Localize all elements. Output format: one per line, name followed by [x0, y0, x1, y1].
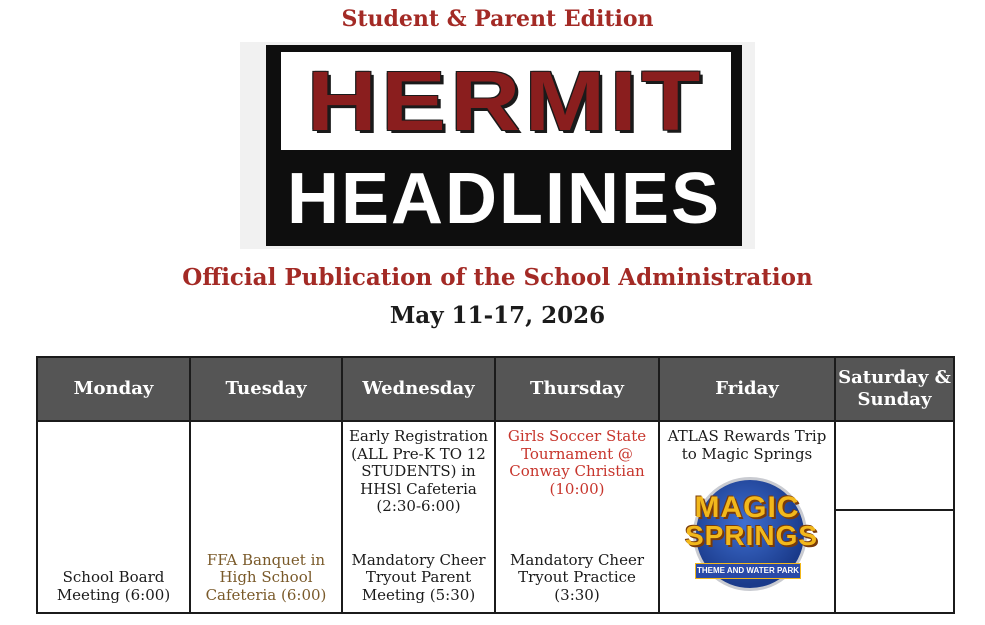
- logo-word-headlines: HEADLINES: [286, 159, 722, 239]
- thursday-cell: [495, 421, 659, 613]
- day-header-thursday: Thursday: [495, 357, 659, 421]
- logo-word-hermit: HERMIT: [307, 53, 705, 148]
- monday-event: School Board Meeting (6:00): [56, 568, 171, 604]
- tuesday-cell: [190, 421, 342, 613]
- magic-springs-logo: [685, 475, 819, 591]
- thursday-event-soccer: Girls Soccer State Tournament @ Conway Christian (10:00): [507, 427, 647, 498]
- wednesday-event-registration: Early Registration (ALL Pre-K TO 12 STUDENTS) in HHSl Cafeteria (2:30-6:00): [348, 427, 489, 515]
- tuesday-event: FFA Banquet in High School Cafeteria (6:00): [205, 550, 327, 604]
- friday-event: ATLAS Rewards Trip to Magic Springs: [667, 427, 827, 463]
- hermit-headlines-logo: [240, 42, 755, 249]
- calendar-events-row: [37, 421, 954, 613]
- thursday-event-cheer-practice: Mandatory Cheer Tryout Practice (3:30): [509, 550, 645, 604]
- magic-springs-tagline: THEME AND WATER PARK: [695, 563, 801, 579]
- day-header-weekend: Saturday & Sunday: [835, 357, 954, 421]
- wednesday-event-cheer-meeting: Mandatory Cheer Tryout Parent Meeting (5:30): [351, 550, 486, 604]
- publication-subtitle: Official Publication of the School Administration: [182, 264, 813, 291]
- calendar-header-row: [37, 357, 954, 421]
- day-header-monday: Monday: [37, 357, 190, 421]
- day-header-wednesday: Wednesday: [342, 357, 495, 421]
- wednesday-cell: [342, 421, 495, 613]
- friday-cell: [659, 421, 835, 613]
- day-header-friday: Friday: [659, 357, 835, 421]
- week-dates: May 11-17, 2026: [389, 302, 606, 329]
- magic-springs-word-springs: SPRINGS: [685, 520, 819, 551]
- day-header-tuesday: Tuesday: [190, 357, 342, 421]
- weekend-saturday-slot: [836, 422, 953, 511]
- edition-label: Student & Parent Edition: [341, 6, 654, 32]
- weekly-calendar: [36, 356, 955, 614]
- weekend-cell: [835, 421, 954, 613]
- monday-cell: [37, 421, 190, 613]
- magic-springs-word-magic: MAGIC: [694, 491, 800, 524]
